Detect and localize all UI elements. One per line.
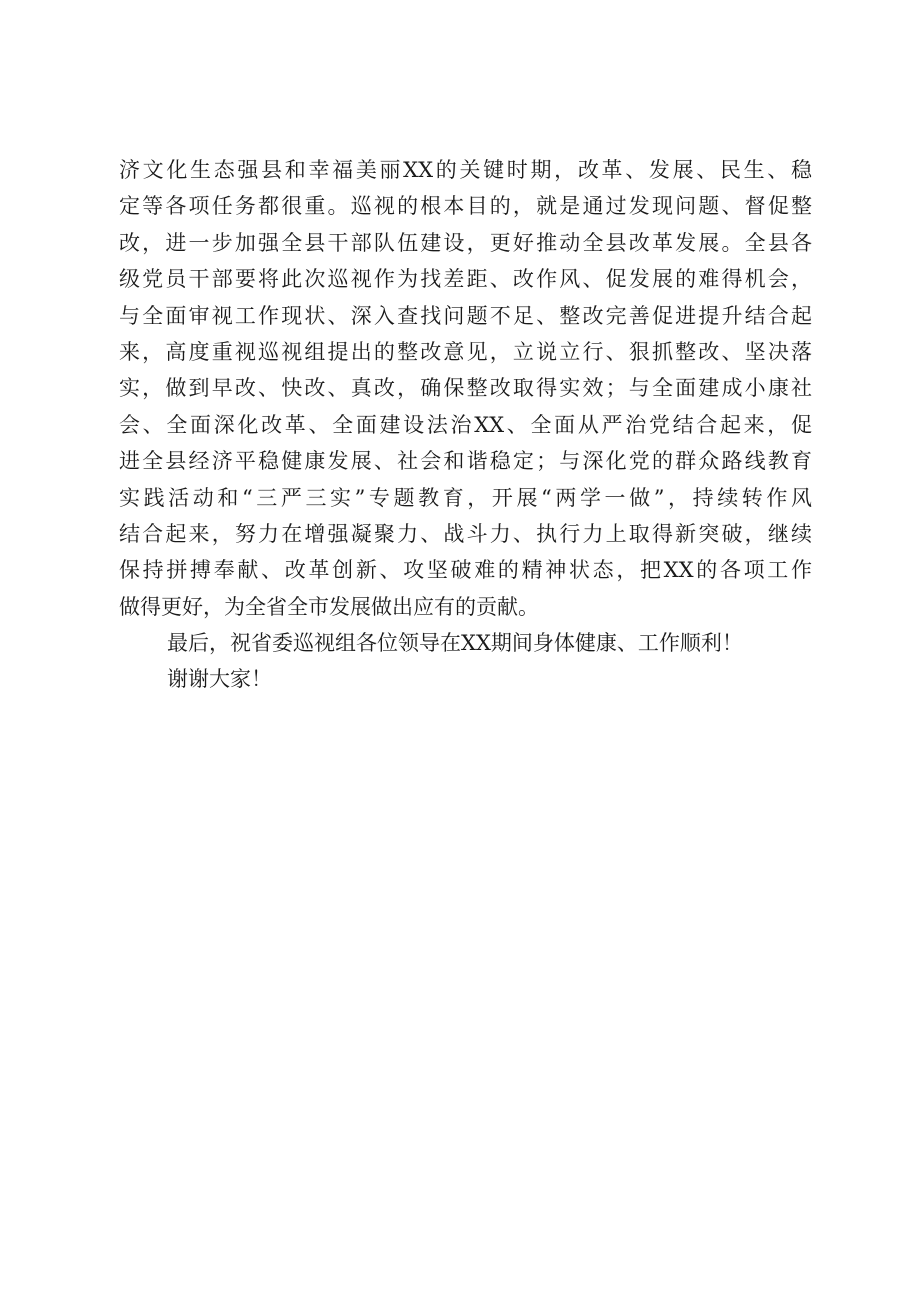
paragraph-line: 做得更好，为全省全市发展做出应有的贡献。: [119, 594, 539, 619]
paragraph-line: 保持拼搏奉献、改革创新、攻坚破难的精神状态，把XX的各项工作: [119, 558, 812, 583]
paragraph-line: 级党员干部要将此次巡视作为找差距、改作风、促发展的难得机会，: [119, 267, 812, 292]
paragraph-line: 进全县经济平稳健康发展、社会和谐稳定；与深化党的群众路线教育: [119, 449, 812, 474]
paragraph-line: 与全面审视工作现状、深入查找问题不足、整改完善促进提升结合起: [119, 303, 812, 328]
paragraph-line: 济文化生态强县和幸福美丽XX的关键时期，改革、发展、民生、稳: [119, 158, 812, 182]
document-body: [119, 152, 812, 698]
paragraph-line: 结合起来，努力在增强凝聚力、战斗力、执行力上取得新突破，继续: [119, 521, 812, 546]
thanks-paragraph: 谢谢大家！: [167, 667, 272, 692]
paragraph-line: 改，进一步加强全县干部队伍建设，更好推动全县改革发展。全县各: [119, 230, 812, 255]
closing-wishes-paragraph: 最后，祝省委巡视组各位领导在XX期间身体健康、工作顺利！: [167, 631, 743, 656]
paragraph-main: [119, 152, 812, 625]
paragraph-line: 来，高度重视巡视组提出的整改意见，立说立行、狠抓整改、坚决落: [119, 339, 812, 364]
paragraph-line: 实，做到早改、快改、真改，确保整改取得实效；与全面建成小康社: [119, 376, 812, 401]
paragraph-line: 实践活动和“三严三实”专题教育，开展“两学一做”，持续转作风: [119, 485, 812, 510]
paragraph-line: 定等各项任务都很重。巡视的根本目的，就是通过发现问题、督促整: [119, 194, 812, 219]
paragraph-line: 会、全面深化改革、全面建设法治XX、全面从严治党结合起来，促: [119, 412, 812, 437]
